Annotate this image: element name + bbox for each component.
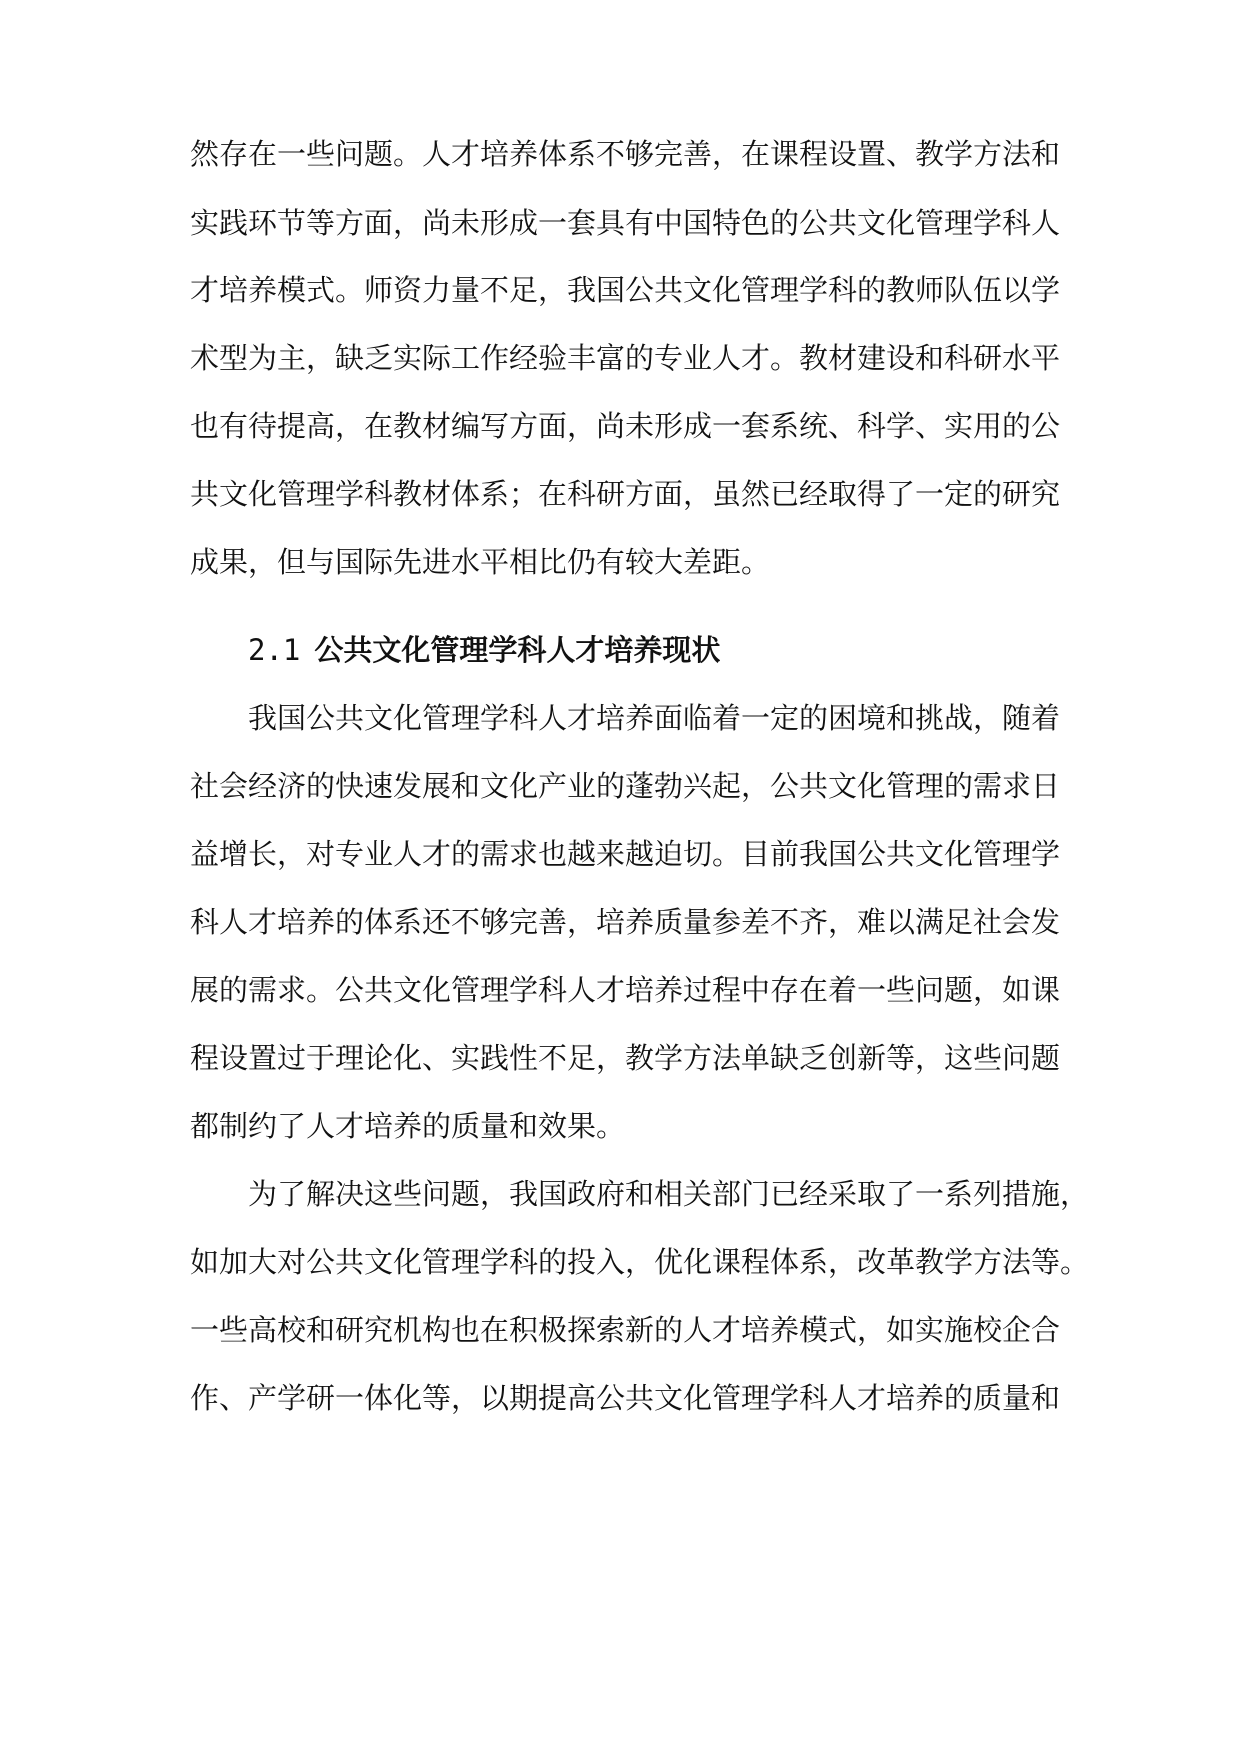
section-title: 公共文化管理学科人才培养现状 bbox=[314, 633, 721, 667]
paragraph-line: 益增长，对专业人才的需求也越来越迫切。目前我国公共文化管理学 bbox=[190, 837, 1061, 871]
paragraph-line: 成果，但与国际先进水平相比仍有较大差距。 bbox=[190, 545, 771, 579]
paragraph-line: 社会经济的快速发展和文化产业的蓬勃兴起，公共文化管理的需求日 bbox=[190, 769, 1061, 803]
paragraph-line: 实践环节等方面，尚未形成一套具有中国特色的公共文化管理学科人 bbox=[190, 206, 1061, 240]
paragraph-line: 一些高校和研究机构也在积极探索新的人才培养模式，如实施校企合 bbox=[190, 1313, 1061, 1347]
paragraph-line: 然存在一些问题。人才培养体系不够完善，在课程设置、教学方法和 bbox=[190, 137, 1061, 171]
paragraph-line: 为了解决这些问题，我国政府和相关部门已经采取了一系列措施， bbox=[248, 1177, 1090, 1211]
paragraph-line: 作、产学研一体化等，以期提高公共文化管理学科人才培养的质量和 bbox=[190, 1381, 1061, 1415]
section-number: 2.1 bbox=[248, 633, 301, 667]
paragraph-line: 术型为主，缺乏实际工作经验丰富的专业人才。教材建设和科研水平 bbox=[190, 341, 1061, 375]
paragraph-line: 都制约了人才培养的质量和效果。 bbox=[190, 1109, 626, 1143]
paragraph-line: 也有待提高，在教材编写方面，尚未形成一套系统、科学、实用的公 bbox=[190, 409, 1061, 443]
paragraph-line: 程设置过于理论化、实践性不足，教学方法单缺乏创新等，这些问题 bbox=[190, 1041, 1061, 1075]
paragraph-line: 共文化管理学科教材体系；在科研方面，虽然已经取得了一定的研究 bbox=[190, 477, 1061, 511]
section-heading bbox=[248, 630, 720, 670]
paragraph-line: 科人才培养的体系还不够完善，培养质量参差不齐，难以满足社会发 bbox=[190, 905, 1061, 939]
paragraph-line: 展的需求。公共文化管理学科人才培养过程中存在着一些问题，如课 bbox=[190, 973, 1061, 1007]
paragraph-line: 如加大对公共文化管理学科的投入，优化课程体系，改革教学方法等。 bbox=[190, 1245, 1090, 1279]
paragraph-line: 我国公共文化管理学科人才培养面临着一定的困境和挑战，随着 bbox=[248, 701, 1061, 735]
paragraph-line: 才培养模式。师资力量不足，我国公共文化管理学科的教师队伍以学 bbox=[190, 273, 1061, 307]
